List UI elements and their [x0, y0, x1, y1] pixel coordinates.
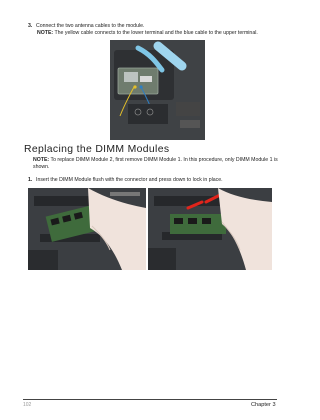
note-label: NOTE:: [37, 30, 54, 36]
chapter-label: Chapter 3: [251, 402, 276, 408]
note-label: NOTE:: [33, 157, 50, 163]
note-text: The yellow cable connects to the lower terminal and the blue cable to the upper terminal.: [54, 30, 258, 36]
step-number: 3.: [28, 23, 33, 29]
step-text: Connect the two antenna cables to the module.: [36, 23, 145, 29]
note-antenna-cables: [37, 30, 287, 37]
photo-dimm-press: [148, 188, 272, 270]
page-number: 102: [23, 402, 32, 408]
photo-antenna-connection: [110, 40, 205, 140]
footer-rule: [23, 399, 277, 400]
section-title: Replacing the DIMM Modules: [24, 144, 170, 155]
step-text: Insert the DIMM Module flush with the connector and press down to lock in place.: [36, 177, 223, 183]
photo-dimm-insert: [28, 188, 146, 270]
note-text: To replace DIMM Module 2, first remove DIMM Module 1. In this procedure, only DIMM Module 1 is shown.: [33, 157, 278, 170]
note-dimm-order: [33, 157, 285, 170]
step-number: 1.: [28, 177, 33, 183]
